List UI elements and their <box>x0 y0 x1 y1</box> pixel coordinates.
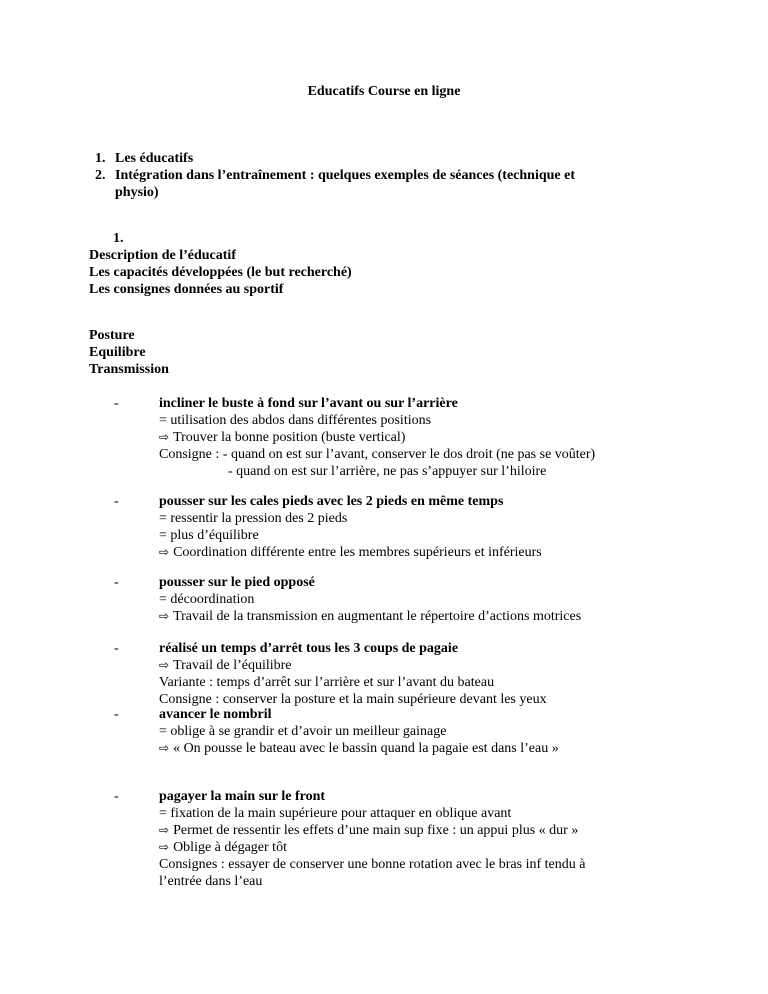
exercise-title: pagayer la main sur le front <box>159 789 326 804</box>
list-dash: - <box>114 641 119 656</box>
arrow-right-icon: ⇨ <box>159 741 170 755</box>
exercise-detail-line <box>159 527 719 544</box>
list-dash: - <box>114 789 119 804</box>
exercise-title: pousser sur les cales pieds avec les 2 pieds en même temps <box>159 494 504 509</box>
exercise-detail-line <box>159 446 719 463</box>
exercise-effect-line <box>159 608 719 625</box>
section-number: 1. <box>113 231 124 246</box>
arrow-right-icon: ⇨ <box>159 430 170 444</box>
exercise-detail-line <box>159 463 719 480</box>
line-text: Travail de la transmission en augmentant le répertoire d’actions motrices <box>173 609 582 624</box>
exercise-detail-line <box>159 723 719 740</box>
exercise-detail-line <box>159 674 719 691</box>
arrow-right-icon: ⇨ <box>159 609 170 623</box>
intro-line-description: Description de l’éducatif <box>89 248 236 263</box>
list-dash: - <box>114 396 119 411</box>
exercise-item <box>159 493 719 561</box>
intro-line-capacities: Les capacités développées (le but recherché) <box>89 265 352 280</box>
exercise-item <box>159 640 719 708</box>
toc-number: 1. <box>95 151 106 166</box>
exercise-effect-line <box>159 839 719 856</box>
exercise-title: réalisé un temps d’arrêt tous les 3 coups de pagaie <box>159 641 459 656</box>
exercise-item <box>159 788 719 890</box>
line-text: « On pousse le bateau avec le bassin quand la pagaie est dans l’eau » <box>173 741 559 756</box>
line-text: = décoordination <box>159 592 255 607</box>
toc-item-2 <box>95 167 695 184</box>
exercise-effect-line <box>159 740 719 757</box>
exercise-title: pousser sur le pied opposé <box>159 575 315 590</box>
list-dash: - <box>114 575 119 590</box>
exercise-effect-line <box>159 429 719 446</box>
line-text: = plus d’équilibre <box>159 528 259 543</box>
list-dash: - <box>114 494 119 509</box>
arrow-right-icon: ⇨ <box>159 545 170 559</box>
line-text: = oblige à se grandir et d’avoir un meilleur gainage <box>159 724 447 739</box>
exercise-detail-line <box>159 510 719 527</box>
exercise-detail-line <box>159 856 719 873</box>
line-text: Permet de ressentir les effets d’une main sup fixe : un appui plus « dur » <box>173 823 579 838</box>
line-text: Trouver la bonne position (buste vertical) <box>173 430 406 445</box>
exercise-detail-line <box>159 805 719 822</box>
line-text: Consignes : essayer de conserver une bonne rotation avec le bras inf tendu à <box>159 857 586 872</box>
exercise-detail-line <box>159 412 719 429</box>
line-text: = fixation de la main supérieure pour attaquer en oblique avant <box>159 806 512 821</box>
category-transmission: Transmission <box>89 362 169 377</box>
category-posture: Posture <box>89 328 135 343</box>
intro-line-instructions: Les consignes données au sportif <box>89 282 284 297</box>
arrow-right-icon: ⇨ <box>159 840 170 854</box>
line-text: Variante : temps d’arrêt sur l’arrière et sur l’avant du bateau <box>159 675 495 690</box>
category-equilibre: Equilibre <box>89 345 146 360</box>
exercise-item <box>159 706 719 757</box>
exercise-effect-line <box>159 822 719 839</box>
line-text: = utilisation des abdos dans différentes positions <box>159 413 432 428</box>
exercise-effect-line <box>159 657 719 674</box>
line-text: Coordination différente entre les membres supérieurs et inférieurs <box>173 545 542 560</box>
toc-text: Intégration dans l’entraînement : quelques exemples de séances (technique et <box>115 168 576 183</box>
toc-number: 2. <box>95 168 106 183</box>
toc-item-1 <box>95 150 695 167</box>
document-title: Educatifs Course en ligne <box>307 84 461 99</box>
line-text: Travail de l’équilibre <box>173 658 292 673</box>
arrow-right-icon: ⇨ <box>159 823 170 837</box>
line-text: l’entrée dans l’eau <box>159 874 263 889</box>
exercise-effect-line <box>159 544 719 561</box>
exercise-item <box>159 395 719 480</box>
line-text: - quand on est sur l’arrière, ne pas s’appuyer sur l’hiloire <box>228 464 547 479</box>
toc-item-2-continued <box>95 184 695 201</box>
exercise-title: avancer le nombril <box>159 707 272 722</box>
exercise-title: incliner le buste à fond sur l’avant ou sur l’arrière <box>159 396 458 411</box>
line-text: Oblige à dégager tôt <box>173 840 287 855</box>
toc-text: Les éducatifs <box>115 151 194 166</box>
list-dash: - <box>114 707 119 722</box>
toc-text: physio) <box>115 185 159 200</box>
exercise-detail-line <box>159 873 719 890</box>
arrow-right-icon: ⇨ <box>159 658 170 672</box>
line-text: Consigne : - quand on est sur l’avant, conserver le dos droit (ne pas se voûter) <box>159 447 596 462</box>
exercise-detail-line <box>159 591 719 608</box>
line-text: = ressentir la pression des 2 pieds <box>159 511 348 526</box>
exercise-item <box>159 574 719 625</box>
line-text: Consigne : conserver la posture et la main supérieure devant les yeux <box>159 692 547 707</box>
